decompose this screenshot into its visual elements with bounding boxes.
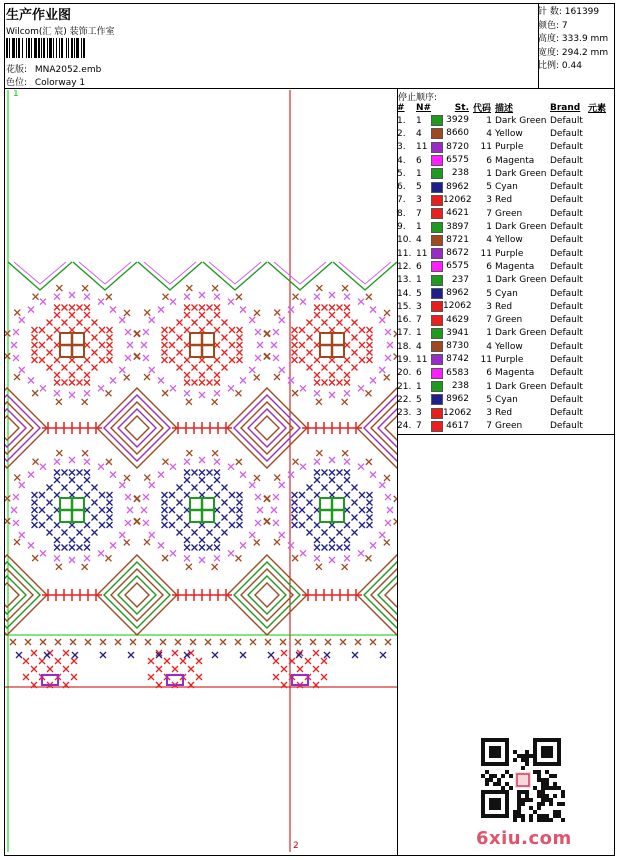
stat-scale: 比例: 0.44 [538,61,582,71]
row-stitches: 6583 [431,367,473,380]
row-description: Green [495,421,523,432]
row-needle: 5 [416,394,422,405]
table-row [397,260,615,273]
color-swatch [431,155,443,166]
row-element [588,234,615,247]
col-description: 描述 [495,104,514,114]
qr-code-icon [481,738,565,822]
row-index: 14. [397,288,412,299]
row-stitches: 12062 [431,194,473,207]
row-stitches: 3929 [431,114,473,127]
color-swatch [431,421,443,432]
row-brand: Default [550,408,583,419]
row-code: 1 [486,328,492,339]
colorway-label: 色位: [6,78,28,88]
row-needle: 1 [416,168,422,179]
table-row [397,154,615,167]
row-needle: 1 [416,275,422,286]
row-index: 10. [397,235,412,246]
row-stitches: 12062 [431,407,473,420]
row-description: Magenta [495,155,535,166]
row-code: 5 [486,394,492,405]
row-description: Green [495,208,523,219]
row-element [588,247,615,260]
row-description: Magenta [495,261,535,272]
col-code: 代码 [473,104,492,114]
row-code: 11 [480,142,492,153]
row-element [588,141,615,154]
stop-sequence-table [397,101,615,433]
row-needle: 3 [416,301,422,312]
row-description: Purple [495,142,524,153]
row-description: Magenta [495,368,535,379]
row-code: 4 [486,235,492,246]
row-index: 24. [397,421,412,432]
row-stitches: 238 [431,167,473,180]
row-stitches: 3897 [431,220,473,233]
row-element [588,114,615,127]
row-code: 6 [486,261,492,272]
row-element [588,353,615,366]
row-element [588,340,615,353]
row-code: 11 [480,248,492,259]
row-stitches: 238 [431,380,473,393]
row-code: 7 [486,315,492,326]
row-stitches: 8660 [431,127,473,140]
row-stitches: 8742 [431,353,473,366]
row-code: 3 [486,408,492,419]
row-element [588,327,615,340]
row-element [588,367,615,380]
color-swatch [431,288,443,299]
col-needle: N# [416,102,432,113]
row-brand: Default [550,288,583,299]
row-element [588,207,615,220]
colorway-row [6,75,85,88]
row-description: Red [495,408,513,419]
row-description: Red [495,301,513,312]
row-needle: 11 [416,248,428,259]
row-stitches: 8962 [431,180,473,193]
row-index: 8. [397,208,406,219]
design-file-label: 花版: [6,65,28,75]
row-description: Dark Green [495,275,547,286]
col-stitches: St. [454,102,469,113]
color-swatch [431,142,443,153]
row-description: Yellow [495,128,523,139]
row-code: 3 [486,301,492,312]
row-brand: Default [550,142,583,153]
row-element [588,313,615,326]
row-element [588,287,615,300]
table-row [397,167,615,180]
color-swatch [431,354,443,365]
row-stitches: 4617 [431,420,473,433]
watermark: 6xiu.com [476,828,572,849]
color-swatch [431,328,443,339]
row-brand: Default [550,328,583,339]
row-code: 11 [480,354,492,365]
table-row [397,313,615,326]
color-swatch [431,235,443,246]
row-brand: Default [550,195,583,206]
table-row [397,141,615,154]
row-stitches: 6575 [431,154,473,167]
row-brand: Default [550,222,583,233]
row-description: Dark Green [495,222,547,233]
color-swatch [431,115,443,126]
row-description: Dark Green [495,115,547,126]
row-needle: 4 [416,128,422,139]
row-brand: Default [550,341,583,352]
color-swatch [431,394,443,405]
row-code: 4 [486,341,492,352]
row-element [588,220,615,233]
row-index: 3. [397,142,406,153]
color-swatch [431,168,443,179]
company-name: Wilcom(汇 宸) 装饰工作室 [6,27,115,37]
table-row [397,340,615,353]
table-row [397,287,615,300]
row-element [588,380,615,393]
row-element [588,300,615,313]
row-description: Dark Green [495,328,547,339]
row-element [588,420,615,433]
design-stats [538,6,608,74]
stop-sequence-title: 停止顺序: [398,93,438,103]
table-row [397,274,615,287]
color-swatch [431,222,443,233]
row-brand: Default [550,315,583,326]
row-brand: Default [550,275,583,286]
row-index: 12. [397,261,412,272]
row-element [588,127,615,140]
row-element [588,154,615,167]
design-file-value: MNA2052.emb [34,65,102,75]
color-swatch [431,368,443,379]
row-description: Yellow [495,235,523,246]
row-code: 1 [486,222,492,233]
color-swatch [431,341,443,352]
row-element [588,274,615,287]
row-index: 20. [397,368,412,379]
row-stitches: 3941 [431,327,473,340]
row-brand: Default [550,368,583,379]
embroidery-design-preview [5,90,397,852]
row-needle: 6 [416,261,422,272]
row-needle: 1 [416,222,422,233]
row-brand: Default [550,208,583,219]
row-code: 1 [486,168,492,179]
stat-height: 高度: 333.9 mm [538,34,609,44]
row-needle: 5 [416,288,422,299]
row-index: 23. [397,408,412,419]
row-description: Cyan [495,288,518,299]
row-element [588,167,615,180]
barcode-icon [6,38,140,58]
table-row [397,393,615,406]
row-index: 21. [397,381,412,392]
color-swatch [431,208,443,219]
row-needle: 4 [416,341,422,352]
divider-table [397,434,614,435]
row-code: 6 [486,155,492,166]
row-needle: 7 [416,208,422,219]
row-stitches: 4629 [431,313,473,326]
row-description: Dark Green [495,381,547,392]
color-swatch [431,408,443,419]
row-code: 1 [486,381,492,392]
row-stitches: 4621 [431,207,473,220]
table-row [397,353,615,366]
table-row [397,207,615,220]
row-index: 4. [397,155,406,166]
col-index: # [397,102,405,113]
row-description: Green [495,315,523,326]
row-element [588,194,615,207]
row-index: 22. [397,394,412,405]
color-swatch [431,261,443,272]
row-code: 5 [486,288,492,299]
row-description: Purple [495,248,524,259]
row-index: 15. [397,301,412,312]
row-description: Purple [495,354,524,365]
color-swatch [431,182,443,193]
col-element: 元素 [588,104,607,114]
row-brand: Default [550,394,583,405]
table-row [397,127,615,140]
row-needle: 6 [416,155,422,166]
row-element [588,180,615,193]
col-brand: Brand [550,102,581,113]
table-row [397,380,615,393]
table-row [397,180,615,193]
table-row [397,194,615,207]
row-code: 5 [486,182,492,193]
stat-colors: 颜色: 7 [538,20,568,31]
row-needle: 11 [416,142,428,153]
color-swatch [431,128,443,139]
row-code: 7 [486,208,492,219]
row-index: 13. [397,275,412,286]
row-needle: 1 [416,115,422,126]
row-needle: 3 [416,408,422,419]
row-code: 7 [486,421,492,432]
row-needle: 1 [416,328,422,339]
row-stitches: 237 [431,274,473,287]
row-element [588,260,615,273]
row-index: 9. [397,222,406,233]
row-index: 19. [397,354,412,365]
row-stitches: 8730 [431,340,473,353]
row-description: Cyan [495,394,518,405]
row-needle: 11 [416,354,428,365]
color-swatch [431,195,443,206]
row-brand: Default [550,182,583,193]
table-row [397,234,615,247]
row-description: Cyan [495,182,518,193]
row-stitches: 8962 [431,393,473,406]
table-header-row [397,101,615,114]
row-code: 3 [486,195,492,206]
row-brand: Default [550,115,583,126]
divider-header [5,88,614,89]
color-swatch [431,315,443,326]
row-index: 1. [397,115,406,126]
row-needle: 6 [416,368,422,379]
row-description: Yellow [495,341,523,352]
row-brand: Default [550,168,583,179]
row-index: 11. [397,248,412,259]
table-row [397,300,615,313]
colorway-value: Colorway 1 [34,78,86,88]
row-index: 7. [397,195,406,206]
row-code: 4 [486,128,492,139]
table-row [397,114,615,127]
row-element [588,393,615,406]
color-swatch [431,275,443,286]
row-description: Red [495,195,513,206]
row-needle: 5 [416,182,422,193]
row-brand: Default [550,354,583,365]
row-stitches: 12062 [431,300,473,313]
row-stitches: 8721 [431,234,473,247]
table-row [397,220,615,233]
row-stitches: 8720 [431,141,473,154]
row-needle: 4 [416,235,422,246]
color-swatch [431,301,443,312]
table-row [397,327,615,340]
row-index: 18. [397,341,412,352]
table-row [397,420,615,433]
row-brand: Default [550,421,583,432]
page-title: 生产作业图 [6,8,72,23]
marker-1: 1 [13,90,19,99]
row-brand: Default [550,381,583,392]
row-needle: 7 [416,421,422,432]
marker-2: 2 [293,841,299,851]
row-code: 1 [486,275,492,286]
color-swatch [431,381,443,392]
row-brand: Default [550,128,583,139]
row-code: 6 [486,368,492,379]
row-index: 2. [397,128,406,139]
row-stitches: 8672 [431,247,473,260]
table-row [397,367,615,380]
color-swatch [431,248,443,259]
row-index: 17. [397,328,412,339]
row-needle: 7 [416,315,422,326]
row-index: 5. [397,168,406,179]
row-element [588,407,615,420]
table-row [397,247,615,260]
row-index: 6. [397,182,406,193]
row-needle: 1 [416,381,422,392]
stat-width: 宽度: 294.2 mm [538,47,609,58]
row-brand: Default [550,301,583,312]
design-file-row [6,62,101,75]
row-brand: Default [550,155,583,166]
row-needle: 3 [416,195,422,206]
row-code: 1 [486,115,492,126]
row-index: 16. [397,315,412,326]
row-stitches: 6575 [431,260,473,273]
row-brand: Default [550,261,583,272]
table-row [397,407,615,420]
stat-stitches: 针 数: 161399 [538,7,600,17]
row-brand: Default [550,235,583,246]
row-description: Dark Green [495,168,547,179]
row-brand: Default [550,248,583,259]
row-stitches: 8962 [431,287,473,300]
